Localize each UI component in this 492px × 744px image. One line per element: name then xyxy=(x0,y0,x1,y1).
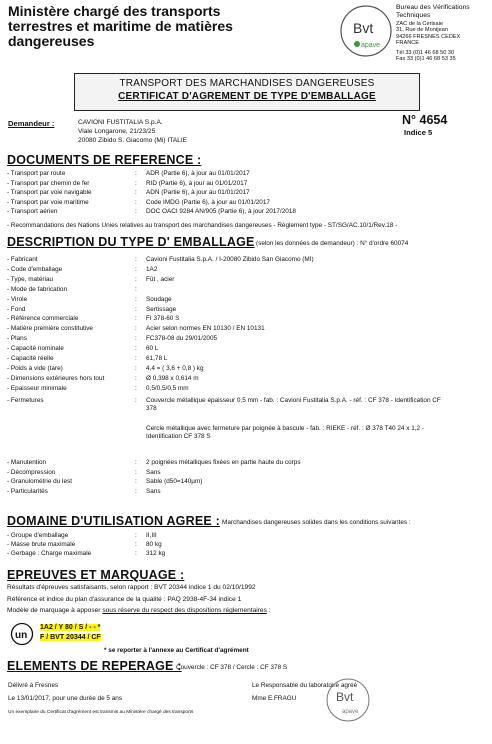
row-value: Acier selon normes EN 10130 / EN 10131 xyxy=(146,325,265,333)
row-separator: : xyxy=(135,459,137,466)
description-side-note: (selon les données de demandeur) : N° d'ordre 60074 xyxy=(256,240,409,247)
row-label: - Virole xyxy=(7,295,28,303)
bureau-address-1: ZAC de la Cerisaie xyxy=(396,21,443,27)
row-separator: : xyxy=(135,295,137,303)
row-value: 1A2 xyxy=(146,265,158,273)
row-separator: : xyxy=(135,364,137,372)
bureau-tel: Tél 33 (0)1 46 68 50 30 xyxy=(396,49,455,56)
footer-signer: Mme E.FRAGU xyxy=(252,695,297,702)
footer-responsable: Le Responsable du laboratoire agréé xyxy=(252,682,358,689)
row-value: 80 kg xyxy=(146,541,162,549)
row-separator: : xyxy=(135,541,137,549)
ministry-line-3: dangereuses xyxy=(8,33,95,49)
title-line-1: TRANSPORT DES MARCHANDISES DANGEREUSES xyxy=(119,78,375,89)
row-label: - Code d'emballage xyxy=(7,265,63,273)
row-value: 4,4 = ( 3,6 + 0,8 ) kg xyxy=(146,364,204,372)
row-separator: : xyxy=(135,179,137,187)
row-value: 0,5/0,5/0,5 mm xyxy=(146,384,189,392)
row-separator: : xyxy=(135,345,137,353)
demandeur-line-2: Viale Longarone, 21/23/25 xyxy=(78,128,156,135)
row-value: FC378-08 du 29/01/2005 xyxy=(146,335,218,343)
row-separator: : xyxy=(135,189,137,196)
ministry-heading xyxy=(8,4,258,49)
bureau-address-2: 31, Rue de Montjean xyxy=(396,27,448,34)
row-value: Code IMDG (Partie 6), à jour au 01/01/2017 xyxy=(146,198,270,206)
stamp-logo-subtext: apave xyxy=(342,709,359,715)
fermetures-line-3: Cercle métallique avec fermeture par poignée à bascule - fab. : RIEKE - réf. : Ø 378 T40 24 x 1,2 - xyxy=(146,425,425,432)
epreuves-model-line xyxy=(7,607,271,615)
row-separator: : xyxy=(135,208,137,215)
section-description-title: DESCRIPTION DU TYPE D' EMBALLAGE xyxy=(7,235,255,249)
row-separator: : xyxy=(135,198,137,206)
certificate-indice: Indice 5 xyxy=(404,128,433,137)
domaine-side-note: Marchandises dangereuses solides dans les conditions suivantes : xyxy=(222,519,411,526)
row-separator: : xyxy=(135,384,137,392)
row-separator: : xyxy=(135,355,137,362)
references-recommendation: - Recommandations des Nations Unies relatives au transport des marchandises dangereuses - Règlement type - ST/SG/AC.10/1/Rev.18 - xyxy=(7,222,398,229)
row-value: ADR (Partie 6), à jour au 01/01/2017 xyxy=(146,170,250,177)
marking-line-2: F / BVT 20344 / CF xyxy=(40,634,101,641)
row-value: II,III xyxy=(146,532,157,539)
marking-text xyxy=(40,623,101,643)
footer-delivered: Délivré à Fresnes xyxy=(8,682,59,689)
bureau-address-4: FRANCE xyxy=(396,40,419,47)
demandeur-address xyxy=(78,118,187,145)
bvt-apave-logo-icon xyxy=(338,3,394,59)
title-line-2: CERTIFICAT D'AGREMENT DE TYPE D'EMBALLAGE xyxy=(118,91,376,102)
row-value: Sans xyxy=(146,468,161,476)
marking-note: * se reporter à l'annexe au Certificat d'agrément xyxy=(104,647,249,654)
demandeur-line-3: 20080 Zibido S. Giacomo (Mi) ITALIE xyxy=(78,137,188,144)
fermetures-value xyxy=(146,397,486,441)
row-label: - Référence commerciale xyxy=(7,315,79,323)
row-label: - Mode de fabrication xyxy=(7,285,68,293)
row-separator: : xyxy=(135,374,137,382)
stamp-logo-text: Bvt xyxy=(336,690,354,704)
logo-text: Bvt xyxy=(353,20,374,36)
row-label: - Plans xyxy=(7,335,27,343)
certificate-title-box xyxy=(74,73,420,111)
marking-line-1: 1A2 / Y 80 / S / - - * xyxy=(40,624,101,631)
row-label: - Fond xyxy=(7,305,26,313)
bureau-name-1: Bureau des Vérifications xyxy=(396,4,470,11)
section-domaine-title: DOMAINE D'UTILISATION AGREE : xyxy=(7,514,220,528)
row-value: Ø 0,398 x 0,614 m xyxy=(146,374,199,382)
row-label: - Granulométrie du lest xyxy=(7,478,72,485)
row-label: - Epaisseur minimale xyxy=(7,384,67,392)
row-separator: : xyxy=(135,265,137,273)
footer-date: Le 13/01/2017, pour une durée de 5 ans xyxy=(8,695,123,702)
row-label: - Capacité réelle xyxy=(7,355,54,362)
row-label: - Poids à vide (tare) xyxy=(7,364,63,372)
row-label: - Type, matériau xyxy=(7,275,54,283)
bureau-address-3: 94266 FRESNES CEDEX xyxy=(396,33,461,40)
row-label: - Décompression xyxy=(7,468,56,476)
row-label: - Particularités xyxy=(7,487,48,495)
row-separator: : xyxy=(135,315,137,323)
fermetures-line-2: 378 xyxy=(146,405,157,412)
row-separator: : xyxy=(135,335,137,343)
certificate-number: N° 4654 xyxy=(402,113,448,127)
row-label: - Groupe d'emballage xyxy=(7,532,69,539)
row-label: - Transport par voie maritime xyxy=(7,198,89,206)
row-label: - Transport aérien xyxy=(7,208,58,215)
demandeur-label: Demandeur : xyxy=(8,119,55,128)
ministry-line-1: Ministère chargé des transports xyxy=(8,3,221,19)
row-separator: : xyxy=(135,487,137,495)
row-separator: : xyxy=(135,325,137,333)
epreuves-paq-line: Référence et indice du plan d'assurance de la qualité : PAQ 2938-4F-34 indice 1 xyxy=(7,596,242,603)
row-value: Soudage xyxy=(146,295,172,303)
row-value: Fût , acier xyxy=(146,275,175,283)
row-separator: : xyxy=(135,305,137,313)
row-value: 60 L xyxy=(146,345,159,353)
row-separator: : xyxy=(135,170,137,177)
un-mark-text: un xyxy=(15,630,28,641)
row-value: 2 poignées métalliques fixées en partie haute du corps xyxy=(146,459,301,466)
row-value: Sertissage xyxy=(146,305,177,313)
ministry-line-2: terrestres et maritime de matières xyxy=(8,18,233,34)
epreuves-model-text: Modèle de marquage à apposer xyxy=(7,607,103,614)
row-separator: : xyxy=(135,478,137,485)
reperage-side-note: Couvercle : CF 378 / Cercle : CF 378 S xyxy=(176,664,288,671)
logo-subtext: apave xyxy=(361,42,381,49)
row-value: ADN (Partie 6), à jour au 01/01/2017 xyxy=(146,189,250,196)
row-value: DOC OACI 9284 AN/905 (Partie 6), à jour 2017/2018 xyxy=(146,208,296,215)
bvt-apave-stamp-icon xyxy=(324,676,372,724)
footer-copy-note: Un exemplaire du Certificat d'agrément est transmis au Ministère chargé des transports xyxy=(8,710,194,715)
row-value: Sans xyxy=(146,487,161,495)
bureau-address xyxy=(396,4,492,62)
section-epreuves-title: EPREUVES ET MARQUAGE : xyxy=(7,568,185,582)
row-label: - Transport par route xyxy=(7,170,66,177)
row-separator: : xyxy=(135,256,137,263)
section-reperage-title: ELEMENTS DE REPERAGE : xyxy=(7,659,182,673)
row-separator: : xyxy=(135,468,137,476)
row-label: - Masse brute maximale xyxy=(7,541,76,549)
row-separator: : xyxy=(135,550,137,558)
demandeur-line-1: CAVIONI FUSTITALIA S.p.A. xyxy=(78,119,163,126)
fermetures-separator: : xyxy=(135,397,137,404)
row-value: Cavioni Fustitalia S.p.A. / I-20080 Zibido San Giacomo (MI) xyxy=(146,256,314,263)
row-label: - Dimensions extérieures hors tout xyxy=(7,374,105,382)
fermetures-line-4: Identification CF 378 S xyxy=(146,433,211,440)
row-value: 312 kg xyxy=(146,550,166,558)
epreuves-report-line: Résultats d'épreuves satisfaisants, selon rapport : BVT 20344 indice 1 du 02/10/1992 xyxy=(7,584,256,591)
row-value: Sable (d50=140µm) xyxy=(146,478,203,485)
row-label: - Fabricant xyxy=(7,256,38,263)
row-value: 61,78 L xyxy=(146,355,168,362)
section-references-title: DOCUMENTS DE REFERENCE : xyxy=(7,153,202,167)
row-value: RID (Partie 6), à jour au 01/01/2017 xyxy=(146,179,248,187)
fermetures-label: - Fermetures xyxy=(7,397,44,404)
row-separator: : xyxy=(135,532,137,539)
row-label: - Matière première constitutive xyxy=(7,325,93,333)
bureau-name-2: Techniques xyxy=(396,11,431,19)
row-separator: : xyxy=(135,285,137,293)
row-label: - Transport par voie navigable xyxy=(7,189,92,196)
row-label: - Manutention xyxy=(7,459,47,466)
row-label: - Gerbage : Charge maximale xyxy=(7,550,92,558)
un-packaging-mark-icon xyxy=(10,622,34,646)
bureau-fax: Fax 33 (0)1 46 68 53 35 xyxy=(396,56,456,63)
fermetures-line-1: Couvercle métallique épaisseur 0,5 mm - fab. : Cavioni Fustitalia S.p.A. - réf. : CF 378 - Identification CF xyxy=(146,397,441,404)
epreuves-model-colon: : xyxy=(266,607,271,614)
row-label: - Transport par chemin de fer xyxy=(7,179,90,187)
row-separator: : xyxy=(135,275,137,283)
row-label: - Capacité nominale xyxy=(7,345,64,353)
epreuves-model-reserve: sous réserve du respect des dispositions réglementaires xyxy=(102,607,267,614)
row-value: FI 378-60 S xyxy=(146,315,180,323)
